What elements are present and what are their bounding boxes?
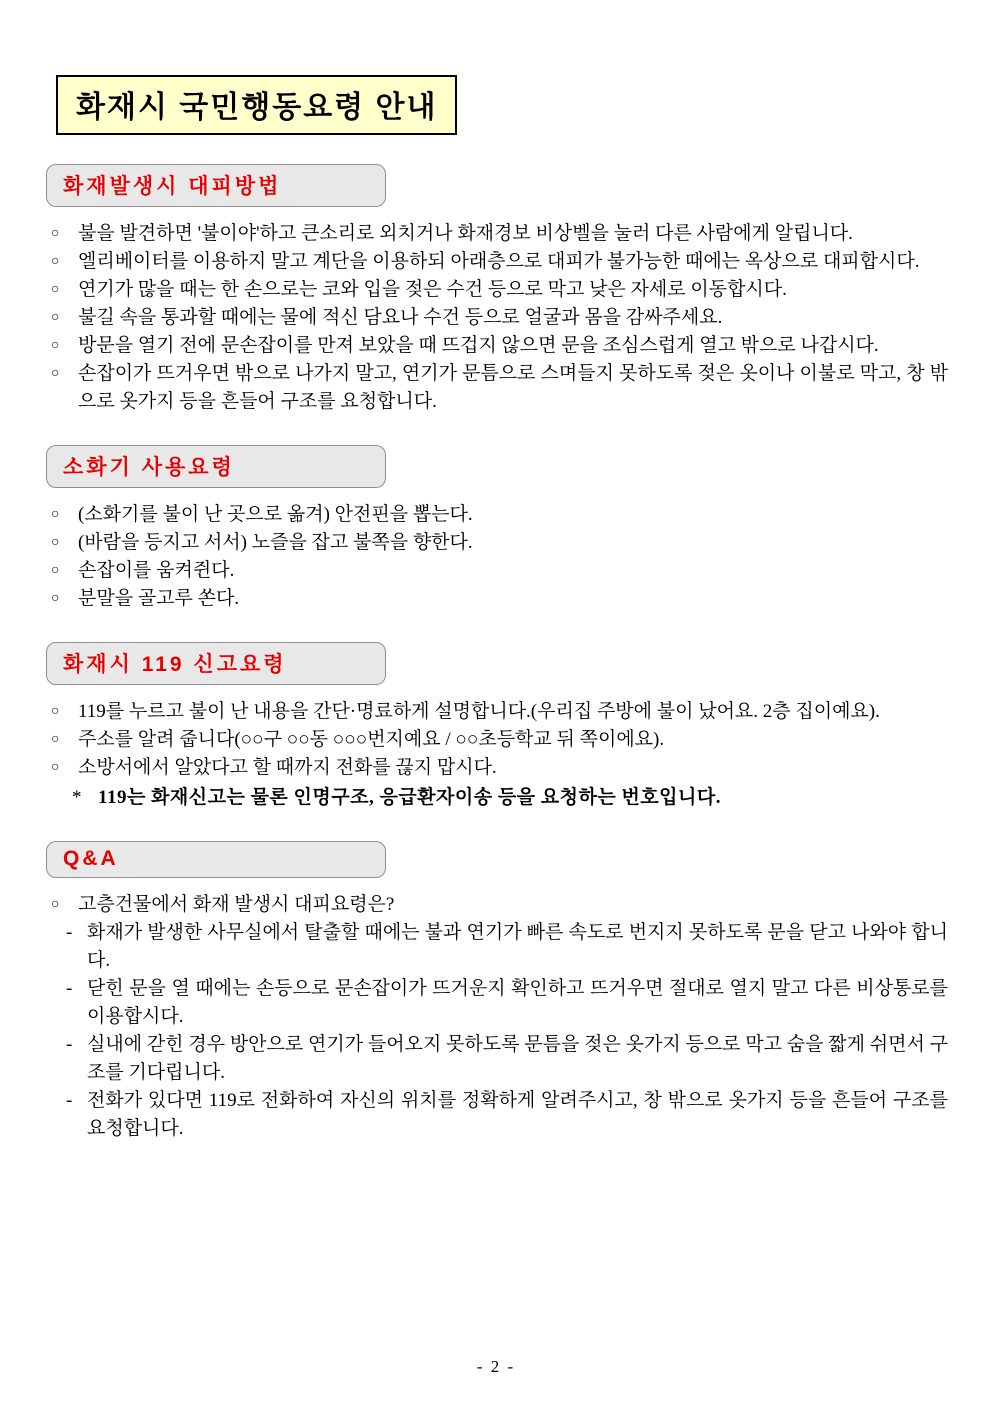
section-items <box>48 891 948 1143</box>
list-item-text: 소방서에서 알았다고 할 때까지 전화를 끊지 맙시다. <box>78 757 497 778</box>
list-item-text: 분말을 골고루 쏜다. <box>78 588 240 609</box>
section-heading: 소화기 사용요령 <box>63 456 235 479</box>
list-item-text: 불을 발견하면 '불이야'하고 큰소리로 외치거나 화재경보 비상벨을 눌러 다른 사람에게 알립니다. <box>78 223 853 244</box>
qna-question-text: 고층건물에서 화재 발생시 대피요령은? <box>78 894 395 915</box>
note-line <box>48 784 948 812</box>
list-item-text: 주소를 알려 줍니다(○○구 ○○동 ○○○번지예요 / ○○초등학교 뒤 쪽이에요). <box>78 729 665 750</box>
qna-answer-text: 전화가 있다면 119로 전화하여 자신의 위치를 정확하게 알려주시고, 창 밖으로 옷가지 등을 흔들어 구조를 요청합니다. <box>87 1090 948 1139</box>
list-item <box>48 360 948 416</box>
list-item <box>48 557 948 585</box>
list-item <box>48 304 948 332</box>
list-item-text: 연기가 많을 때는 한 손으로는 코와 입을 젖은 수건 등으로 막고 낮은 자세로 이동합시다. <box>78 279 787 300</box>
qna-answer-item <box>48 1031 948 1087</box>
section-items <box>48 698 948 812</box>
qna-answer-text: 화재가 발생한 사무실에서 탈출할 때에는 불과 연기가 빠른 속도로 번지지 못하도록 문을 닫고 나와야 합니다. <box>87 922 948 971</box>
list-item <box>48 220 948 248</box>
dash-marker: - <box>66 978 73 999</box>
list-item <box>48 585 948 613</box>
circle-bullet-marker: ○ <box>51 704 60 719</box>
circle-bullet-marker: ○ <box>51 310 60 325</box>
section-heading-box <box>46 642 386 685</box>
section-report-119 <box>48 642 948 812</box>
qna-answer-item <box>48 1087 948 1143</box>
circle-bullet-marker: ○ <box>51 591 60 606</box>
page-number: - 2 - <box>476 1357 516 1376</box>
circle-bullet-marker: ○ <box>51 563 60 578</box>
section-heading: Q&A <box>63 847 119 870</box>
circle-bullet-marker: ○ <box>51 760 60 775</box>
circle-bullet-marker: ○ <box>51 732 60 747</box>
circle-bullet-marker: ○ <box>51 254 60 269</box>
section-extinguisher <box>48 445 948 613</box>
section-heading-box <box>46 841 386 878</box>
list-item-text: 불길 속을 통과할 때에는 물에 적신 담요나 수건 등으로 얼굴과 몸을 감싸주세요. <box>78 307 723 328</box>
dash-marker: - <box>66 922 73 943</box>
document-title: 화재시 국민행동요령 안내 <box>76 91 438 124</box>
circle-bullet-marker: ○ <box>51 366 60 381</box>
qna-answer-item <box>48 919 948 975</box>
qna-question <box>48 891 948 919</box>
list-item <box>48 529 948 557</box>
section-items <box>48 501 948 613</box>
circle-bullet-marker: ○ <box>51 535 60 550</box>
list-item <box>48 698 948 726</box>
dash-marker: - <box>66 1090 73 1111</box>
list-item-text: 119를 누르고 불이 난 내용을 간단·명료하게 설명합니다.(우리집 주방에 불이 났어요. 2층 집이예요). <box>78 701 880 722</box>
list-item <box>48 276 948 304</box>
list-item-text: (바람을 등지고 서서) 노즐을 잡고 불쪽을 향한다. <box>78 532 473 553</box>
circle-bullet-marker: ○ <box>51 282 60 297</box>
section-heading-box <box>46 445 386 488</box>
list-item <box>48 754 948 782</box>
qna-answer-text: 실내에 갇힌 경우 방안으로 연기가 들어오지 못하도록 문틈을 젖은 옷가지 등으로 막고 숨을 짧게 쉬면서 구조를 기다립니다. <box>87 1034 948 1083</box>
note-text: 119는 화재신고는 물론 인명구조, 응급환자이송 등을 요청하는 번호입니다. <box>98 787 721 808</box>
asterisk-marker: * <box>72 787 82 808</box>
circle-bullet-marker: ○ <box>51 226 60 241</box>
section-evacuation <box>48 164 948 416</box>
title-wrap <box>48 75 948 135</box>
section-items <box>48 220 948 416</box>
circle-bullet-marker: ○ <box>51 507 60 522</box>
list-item <box>48 248 948 276</box>
circle-bullet-marker: ○ <box>51 897 60 912</box>
qna-answer-text: 닫힌 문을 열 때에는 손등으로 문손잡이가 뜨거운지 확인하고 뜨거우면 절대로 열지 말고 다른 비상통로를 이용합시다. <box>87 978 948 1027</box>
dash-marker: - <box>66 1034 73 1055</box>
section-heading: 화재발생시 대피방법 <box>63 175 282 198</box>
section-qna <box>48 841 948 1143</box>
list-item-text: 방문을 열기 전에 문손잡이를 만져 보았을 때 뜨겁지 않으면 문을 조심스럽게 열고 밖으로 나갑시다. <box>78 335 879 356</box>
section-heading: 화재시 119 신고요령 <box>63 653 287 676</box>
section-heading-box <box>46 164 386 207</box>
list-item-text: 엘리베이터를 이용하지 말고 계단을 이용하되 아래층으로 대피가 불가능한 때에는 옥상으로 대피합시다. <box>78 251 920 272</box>
circle-bullet-marker: ○ <box>51 338 60 353</box>
list-item-text: (소화기를 불이 난 곳으로 옮겨) 안전핀을 뽑는다. <box>78 504 473 525</box>
document-title-box <box>56 75 457 135</box>
list-item <box>48 726 948 754</box>
qna-answer-item <box>48 975 948 1031</box>
list-item <box>48 501 948 529</box>
list-item-text: 손잡이가 뜨거우면 밖으로 나가지 말고, 연기가 문틈으로 스며들지 못하도록 젖은 옷이나 이불로 막고, 창 밖으로 옷가지 등을 흔들어 구조를 요청합니다. <box>78 363 948 412</box>
list-item-text: 손잡이를 움켜쥔다. <box>78 560 235 581</box>
list-item <box>48 332 948 360</box>
